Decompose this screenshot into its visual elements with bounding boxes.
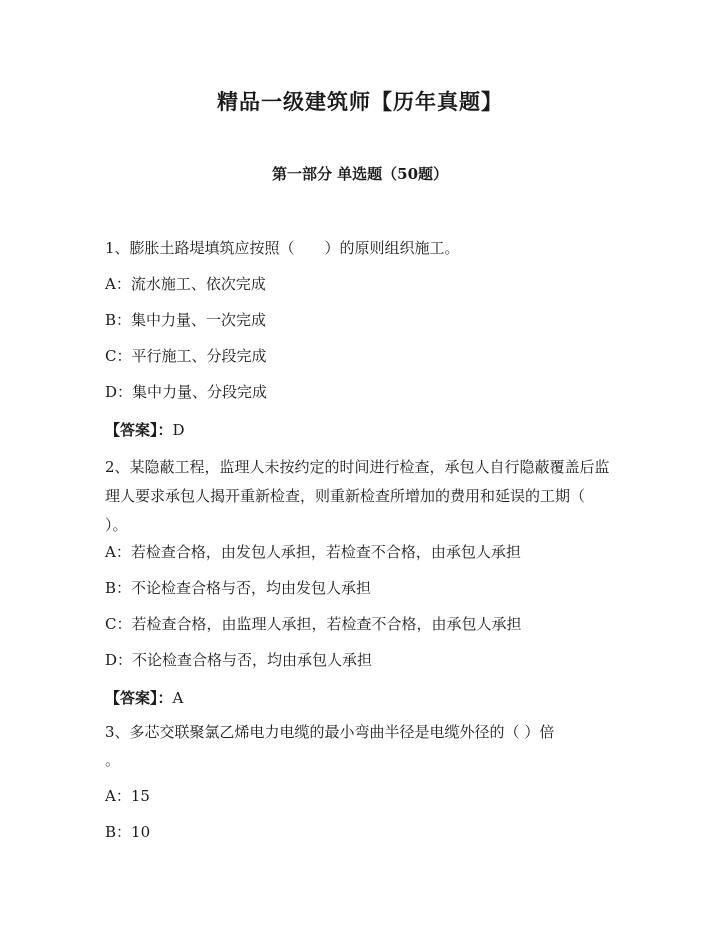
document-title: 精品一级建筑师【历年真题】: [217, 89, 503, 114]
question-1-option-d: D：集中力量、分段完成: [105, 383, 268, 401]
question-2-stem: 2、某隐蔽工程，监理人未按约定的时间进行检查，承包人自行隐蔽覆盖后监理人要求承包人揭开重新检查，则重新检查所增加的费用和延误的工期（ ）。: [105, 458, 610, 534]
question-3-option-a: A：15: [105, 787, 150, 805]
question-1-answer: [105, 418, 625, 442]
question-2-option-c: C：若检查合格，由监理人承担，若检查不合格，由承包人承担: [105, 615, 522, 633]
answer-value: D: [172, 421, 185, 439]
question-1-option-a: A：流水施工、依次完成: [105, 275, 266, 293]
question-1-option-b: B：集中力量、一次完成: [105, 311, 267, 329]
question-1-stem: 1、膨胀土路堤填筑应按照（ ）的原则组织施工。: [105, 239, 460, 257]
section-title: 第一部分 单选题（50题）: [271, 165, 449, 183]
answer-label: 【答案】：: [105, 421, 173, 439]
question-3-stem: 3、多芯交联聚氯乙烯电力电缆的最小弯曲半径是电缆外径的（ ）倍: [105, 723, 555, 741]
question-3-stem-continuation: 。: [105, 751, 121, 769]
answer-value: A: [172, 689, 184, 707]
question-3-option-b: B：10: [105, 823, 151, 841]
question-2-answer: [105, 686, 625, 710]
question-2-option-a: A：若检查合格，由发包人承担，若检查不合格，由承包人承担: [105, 543, 521, 561]
question-1-option-c: C：平行施工、分段完成: [105, 347, 267, 365]
answer-label: 【答案】：: [105, 689, 173, 707]
question-2-option-b: B：不论检查合格与否，均由发包人承担: [105, 579, 372, 597]
question-2-option-d: D：不论检查合格与否，均由承包人承担: [105, 651, 373, 669]
